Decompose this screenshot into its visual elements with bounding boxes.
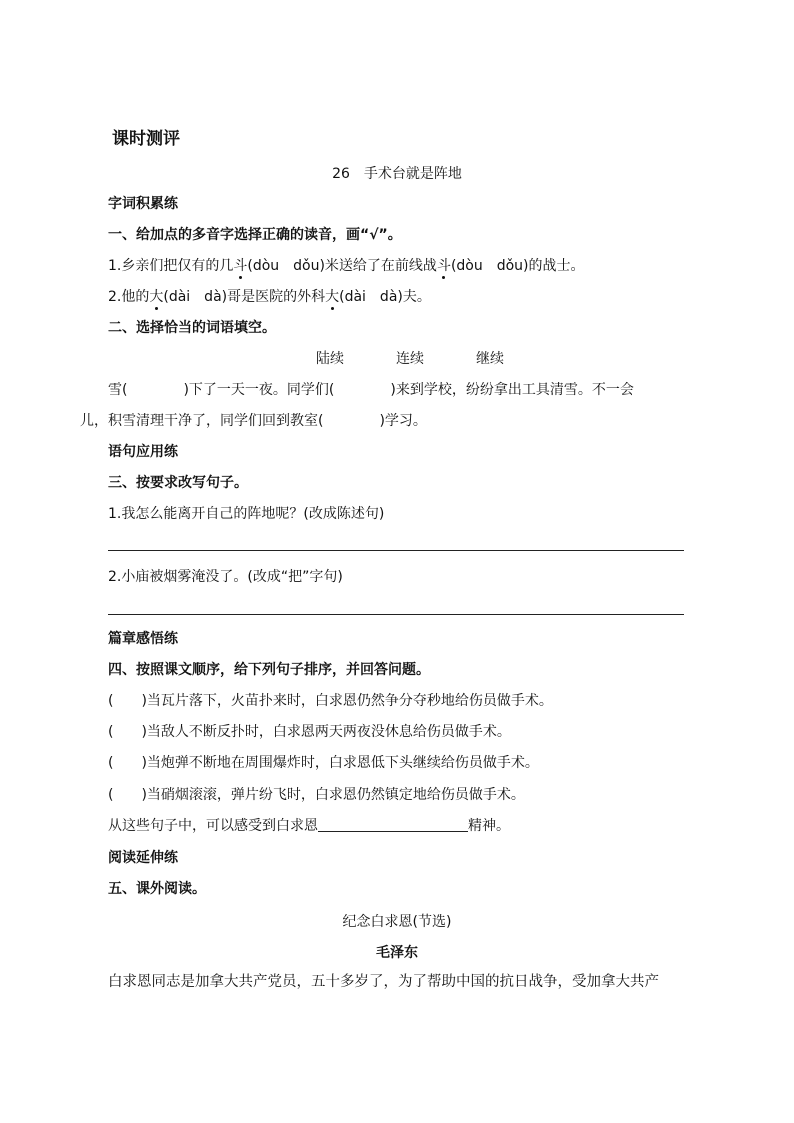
q4-item-2: ( )当敌人不断反扑时，白求恩两天两夜没休息给伤员做手术。 xyxy=(108,724,511,740)
article-first-line: 白求恩同志是加拿大共产党员，五十多岁了，为了帮助中国的抗日战争，受加拿大共产 xyxy=(108,974,659,990)
section-heading-words: 字词积累练 xyxy=(108,196,178,212)
q4-conclusion-text-b: 精神。 xyxy=(468,818,510,834)
q1-item-1-text-a: 1.乡亲们把仅有的几 xyxy=(108,258,234,274)
q1-item-2-dotted-char-1: 大 xyxy=(149,289,164,305)
q2-word-options xyxy=(316,350,504,368)
q2-option-1: 陆续 xyxy=(316,351,344,367)
q1-item-2-text-a: 2.他的 xyxy=(108,289,150,305)
q1-item-1-dotted-char-1: 斗 xyxy=(233,258,248,274)
q2-passage-line-1 xyxy=(108,381,634,399)
q2-line-1-text-a: 雪( xyxy=(108,382,128,398)
q1-item-1-dotted-char-2: 斗 xyxy=(436,258,451,274)
q2-line-2-text-a: 儿，积雪清理干净了，同学们回到教室( xyxy=(80,413,324,429)
q2-line-1-text-b: )下了一天一夜。同学们( xyxy=(183,382,335,398)
q4-item-3: ( )当炮弹不断地在周围爆炸时，白求恩低下头继续给伤员做手术。 xyxy=(108,755,539,771)
section-heading-passage: 篇章感悟练 xyxy=(108,631,178,647)
q4-conclusion xyxy=(108,817,510,835)
q4-conclusion-text-a: 从这些句子中，可以感受到白求恩 xyxy=(108,818,318,834)
q4-answer-blank[interactable] xyxy=(318,817,468,832)
q3-item-2: 2.小庙被烟雾淹没了。(改成“把”字句) xyxy=(108,569,343,585)
page-title: 课时测评 xyxy=(112,129,180,149)
q2-heading: 二、选择恰当的词语填空。 xyxy=(108,320,276,336)
q4-item-4: ( )当硝烟滚滚，弹片纷飞时，白求恩仍然镇定地给伤员做手术。 xyxy=(108,787,525,803)
q3-answer-line-2[interactable] xyxy=(108,614,684,615)
q3-answer-line-1[interactable] xyxy=(108,550,684,551)
q1-item-2-text-c: (dài dà)哥是医院的外科 xyxy=(163,289,326,305)
q1-item-2-dotted-char-2: 大 xyxy=(325,289,340,305)
lesson-title: 26 手术台就是阵地 xyxy=(332,166,462,182)
q3-heading: 三、按要求改写句子。 xyxy=(108,475,248,491)
q2-line-2-text-b: )学习。 xyxy=(379,413,427,429)
article-author: 毛泽东 xyxy=(376,945,418,961)
q4-heading: 四、按照课文顺序，给下列句子排序，并回答问题。 xyxy=(108,662,430,678)
q2-option-2: 连续 xyxy=(396,351,424,367)
q1-item-1-text-e: (dòu dǒu)的战士。 xyxy=(450,258,585,274)
section-heading-reading: 阅读延伸练 xyxy=(108,850,178,866)
q2-line-1-text-c: )来到学校，纷纷拿出工具清雪。不一会 xyxy=(390,382,634,398)
q2-passage-line-2 xyxy=(80,412,427,430)
article-title: 纪念白求恩(节选) xyxy=(342,914,452,930)
q1-item-1-text-c: (dòu dǒu)米送给了在前线战 xyxy=(247,258,437,274)
q4-item-1: ( )当瓦片落下，火苗扑来时，白求恩仍然争分夺秒地给伤员做手术。 xyxy=(108,693,553,709)
q3-item-1: 1.我怎么能离开自己的阵地呢？(改成陈述句) xyxy=(108,506,385,522)
q1-item-2 xyxy=(108,288,431,306)
section-heading-sentences: 语句应用练 xyxy=(108,444,178,460)
q1-item-1 xyxy=(108,257,585,275)
q2-option-3: 继续 xyxy=(476,351,504,367)
q1-item-2-text-e: (dài dà)夫。 xyxy=(339,289,431,305)
q1-heading: 一、给加点的多音字选择正确的读音，画“√”。 xyxy=(108,227,402,243)
q5-heading: 五、课外阅读。 xyxy=(108,881,206,897)
